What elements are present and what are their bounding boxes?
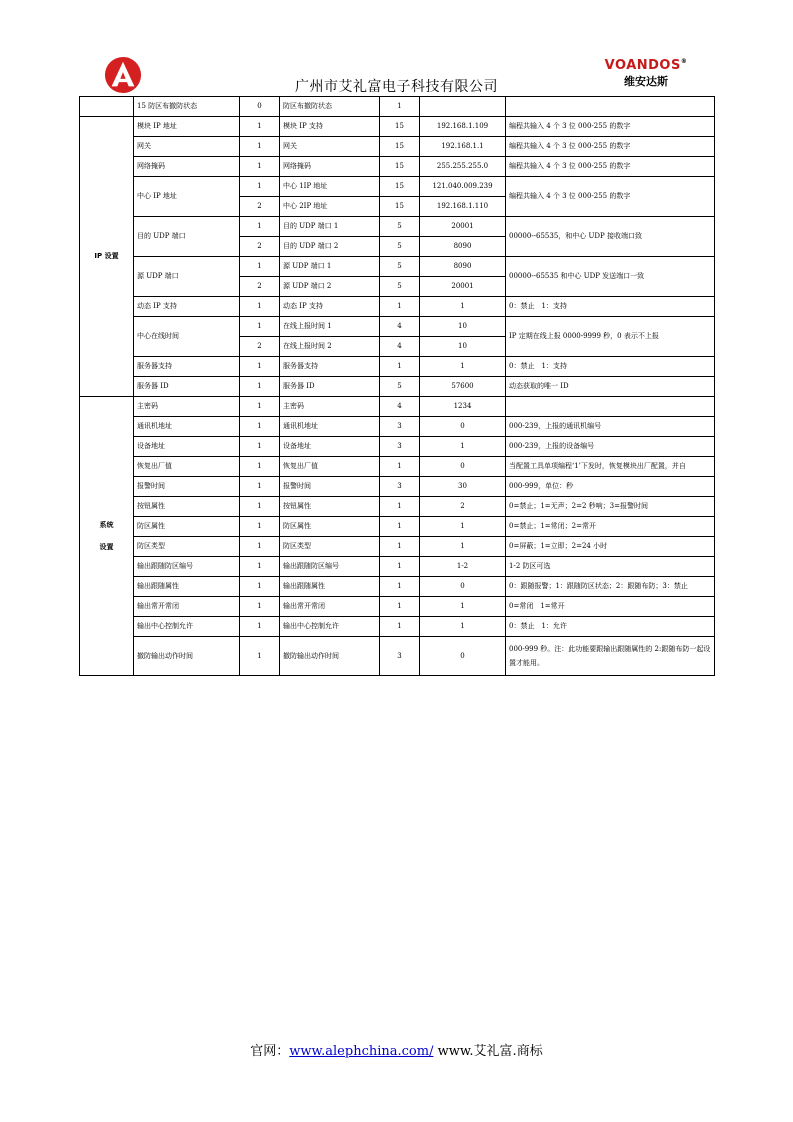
description-cell: 编程共输入 4 个 3 位 000-255 的数字 bbox=[506, 137, 715, 157]
table-row bbox=[80, 297, 715, 317]
table-row bbox=[80, 497, 715, 517]
value-cell: 1234 bbox=[420, 397, 506, 417]
value-cell: 2 bbox=[420, 497, 506, 517]
description-cell: 0=屏蔽；1=立即；2=24 小时 bbox=[506, 537, 715, 557]
length-cell: 1 bbox=[380, 357, 420, 377]
value-cell: 1 bbox=[420, 517, 506, 537]
description-cell: 当配置工具单项编程‘1’下发时，恢复模块出厂配置，并自 bbox=[506, 457, 715, 477]
group-label-cell bbox=[80, 397, 134, 676]
description-cell: 动态获取的唯一 ID bbox=[506, 377, 715, 397]
length-cell: 5 bbox=[380, 377, 420, 397]
value-cell: 8090 bbox=[420, 237, 506, 257]
value-cell: 1-2 bbox=[420, 557, 506, 577]
param-name-cell: 恢复出厂值 bbox=[134, 457, 240, 477]
table-row bbox=[80, 637, 715, 676]
config-label-cell: 目的 UDP 端口 2 bbox=[280, 237, 380, 257]
param-name-cell: 设备地址 bbox=[134, 437, 240, 457]
description-cell: 000-999 秒。注：此功能要跟输出跟随属性的 2:跟随布防一起设置才能用。 bbox=[506, 637, 715, 676]
param-name-cell: 服务器支持 bbox=[134, 357, 240, 377]
index-cell: 2 bbox=[240, 277, 280, 297]
value-cell: 121.040.009.239 bbox=[420, 177, 506, 197]
length-cell: 1 bbox=[380, 617, 420, 637]
config-label-cell: 源 UDP 端口 2 bbox=[280, 277, 380, 297]
table-row bbox=[80, 117, 715, 137]
value-cell: 20001 bbox=[420, 217, 506, 237]
param-name-cell: 输出常开常闭 bbox=[134, 597, 240, 617]
index-cell: 1 bbox=[240, 637, 280, 676]
length-cell: 15 bbox=[380, 117, 420, 137]
table-row bbox=[80, 477, 715, 497]
description-cell: 编程共输入 4 个 3 位 000-255 的数字 bbox=[506, 157, 715, 177]
description-cell: 1-2 防区可选 bbox=[506, 557, 715, 577]
index-cell: 0 bbox=[240, 97, 280, 117]
value-cell: 1 bbox=[420, 597, 506, 617]
index-cell: 2 bbox=[240, 337, 280, 357]
param-name-cell: 输出跟随属性 bbox=[134, 577, 240, 597]
description-cell bbox=[506, 97, 715, 117]
group-label: 系统 bbox=[99, 520, 114, 529]
length-cell: 5 bbox=[380, 217, 420, 237]
length-cell: 1 bbox=[380, 557, 420, 577]
config-label-cell: 恢复出厂值 bbox=[280, 457, 380, 477]
config-label-cell: 目的 UDP 端口 1 bbox=[280, 217, 380, 237]
param-name-cell: 防区类型 bbox=[134, 537, 240, 557]
index-cell: 1 bbox=[240, 377, 280, 397]
index-cell: 1 bbox=[240, 157, 280, 177]
length-cell: 5 bbox=[380, 237, 420, 257]
description-cell: 000-239，上报的设备编号 bbox=[506, 437, 715, 457]
index-cell: 1 bbox=[240, 577, 280, 597]
index-cell: 1 bbox=[240, 477, 280, 497]
index-cell: 1 bbox=[240, 497, 280, 517]
value-cell: 192.168.1.110 bbox=[420, 197, 506, 217]
param-name-cell: 主密码 bbox=[134, 397, 240, 417]
length-cell: 4 bbox=[380, 337, 420, 357]
index-cell: 2 bbox=[240, 237, 280, 257]
param-name-cell: 按钮属性 bbox=[134, 497, 240, 517]
length-cell: 1 bbox=[380, 597, 420, 617]
index-cell: 1 bbox=[240, 417, 280, 437]
config-label-cell: 防区布撤防状态 bbox=[280, 97, 380, 117]
param-name-cell: 通讯机地址 bbox=[134, 417, 240, 437]
length-cell: 3 bbox=[380, 637, 420, 676]
config-label-cell: 动态 IP 支持 bbox=[280, 297, 380, 317]
footer-prefix: 官网： bbox=[250, 1044, 290, 1059]
config-label-cell: 报警时间 bbox=[280, 477, 380, 497]
group-label-cell bbox=[80, 117, 134, 397]
length-cell: 15 bbox=[380, 197, 420, 217]
table-row bbox=[80, 397, 715, 417]
length-cell: 5 bbox=[380, 277, 420, 297]
table-row bbox=[80, 437, 715, 457]
group-cell bbox=[80, 97, 134, 117]
value-cell: 0 bbox=[420, 577, 506, 597]
index-cell: 1 bbox=[240, 217, 280, 237]
value-cell: 10 bbox=[420, 337, 506, 357]
index-cell: 1 bbox=[240, 317, 280, 337]
table-row bbox=[80, 457, 715, 477]
length-cell: 4 bbox=[380, 317, 420, 337]
index-cell: 1 bbox=[240, 177, 280, 197]
param-name-cell: 报警时间 bbox=[134, 477, 240, 497]
table-row bbox=[80, 357, 715, 377]
param-name-cell: 中心在线时间 bbox=[134, 317, 240, 357]
description-cell: 000-239，上报的通讯机编号 bbox=[506, 417, 715, 437]
param-name-cell: 15 防区布撤防状态 bbox=[134, 97, 240, 117]
description-cell: 0：禁止 1：支持 bbox=[506, 357, 715, 377]
table-row bbox=[80, 157, 715, 177]
table-row bbox=[80, 417, 715, 437]
group-label: 设置 bbox=[99, 543, 114, 551]
footer-suffix: www.艾礼富.商标 bbox=[433, 1044, 543, 1059]
table-row bbox=[80, 97, 715, 117]
index-cell: 1 bbox=[240, 257, 280, 277]
spec-table bbox=[79, 96, 715, 676]
table-row bbox=[80, 317, 715, 337]
config-label-cell: 输出跟随防区编号 bbox=[280, 557, 380, 577]
index-cell: 1 bbox=[240, 357, 280, 377]
config-label-cell: 输出中心控制允许 bbox=[280, 617, 380, 637]
length-cell: 1 bbox=[380, 457, 420, 477]
description-cell: 0：跟随报警；1：跟随防区状态；2：跟随布防；3：禁止 bbox=[506, 577, 715, 597]
company-name: 广州市艾礼富电子科技有限公司 bbox=[295, 79, 498, 95]
param-name-cell: 防区属性 bbox=[134, 517, 240, 537]
param-name-cell: 输出中心控制允许 bbox=[134, 617, 240, 637]
index-cell: 1 bbox=[240, 137, 280, 157]
length-cell: 1 bbox=[380, 537, 420, 557]
spec-table-body bbox=[80, 97, 715, 676]
length-cell: 1 bbox=[380, 577, 420, 597]
description-cell: 00000--65535 和中心 UDP 发送端口一致 bbox=[506, 257, 715, 297]
table-row bbox=[80, 137, 715, 157]
group-label: IP 设置 bbox=[94, 252, 119, 261]
table-row bbox=[80, 377, 715, 397]
value-cell: 1 bbox=[420, 437, 506, 457]
length-cell: 15 bbox=[380, 177, 420, 197]
length-cell: 1 bbox=[380, 497, 420, 517]
footer bbox=[0, 1040, 793, 1059]
param-name-cell: 模块 IP 地址 bbox=[134, 117, 240, 137]
index-cell: 1 bbox=[240, 557, 280, 577]
table-row bbox=[80, 537, 715, 557]
length-cell: 3 bbox=[380, 477, 420, 497]
description-cell bbox=[506, 397, 715, 417]
config-label-cell: 按钮属性 bbox=[280, 497, 380, 517]
param-name-cell: 撤防输出动作时间 bbox=[134, 637, 240, 676]
value-cell: 57600 bbox=[420, 377, 506, 397]
brand-name: VOANDOS bbox=[604, 58, 681, 73]
length-cell: 3 bbox=[380, 417, 420, 437]
description-cell: 0=禁止；1=无声；2=2 秒响；3=报警时间 bbox=[506, 497, 715, 517]
config-label-cell: 网关 bbox=[280, 137, 380, 157]
index-cell: 1 bbox=[240, 297, 280, 317]
config-label-cell: 防区属性 bbox=[280, 517, 380, 537]
length-cell: 3 bbox=[380, 437, 420, 457]
index-cell: 1 bbox=[240, 517, 280, 537]
index-cell: 1 bbox=[240, 397, 280, 417]
length-cell: 5 bbox=[380, 257, 420, 277]
param-name-cell: 源 UDP 端口 bbox=[134, 257, 240, 297]
param-name-cell: 动态 IP 支持 bbox=[134, 297, 240, 317]
description-cell: 00000--65535，和中心 UDP 接收端口致 bbox=[506, 217, 715, 257]
value-cell: 1 bbox=[420, 297, 506, 317]
description-cell: 0：禁止 1：支持 bbox=[506, 297, 715, 317]
value-cell: 30 bbox=[420, 477, 506, 497]
config-label-cell: 输出跟随属性 bbox=[280, 577, 380, 597]
config-label-cell: 在线上报时间 2 bbox=[280, 337, 380, 357]
table-row bbox=[80, 557, 715, 577]
table-row bbox=[80, 517, 715, 537]
config-label-cell: 在线上报时间 1 bbox=[280, 317, 380, 337]
length-cell: 15 bbox=[380, 137, 420, 157]
param-name-cell: 服务器 ID bbox=[134, 377, 240, 397]
registered-mark: ® bbox=[680, 58, 688, 65]
config-label-cell: 防区类型 bbox=[280, 537, 380, 557]
description-cell: 编程共输入 4 个 3 位 000-255 的数字 bbox=[506, 117, 715, 137]
description-cell: IP 定期在线上报 0000-9999 秒，0 表示不上报 bbox=[506, 317, 715, 357]
length-cell: 15 bbox=[380, 157, 420, 177]
param-name-cell: 目的 UDP 端口 bbox=[134, 217, 240, 257]
index-cell: 1 bbox=[240, 617, 280, 637]
index-cell: 1 bbox=[240, 117, 280, 137]
config-label-cell: 源 UDP 端口 1 bbox=[280, 257, 380, 277]
value-cell: 192.168.1.1 bbox=[420, 137, 506, 157]
table-row bbox=[80, 617, 715, 637]
brand-name-cn: 维安达斯 bbox=[624, 75, 668, 88]
table-row bbox=[80, 177, 715, 197]
website-link[interactable]: www.alephchina.com/ bbox=[289, 1044, 434, 1059]
config-label-cell: 服务器 ID bbox=[280, 377, 380, 397]
config-label-cell: 设备地址 bbox=[280, 437, 380, 457]
index-cell: 2 bbox=[240, 197, 280, 217]
value-cell: 1 bbox=[420, 537, 506, 557]
description-cell: 0=禁止；1=常闭；2=常开 bbox=[506, 517, 715, 537]
table-row bbox=[80, 217, 715, 237]
config-label-cell: 通讯机地址 bbox=[280, 417, 380, 437]
length-cell: 1 bbox=[380, 517, 420, 537]
description-cell: 0=常闭 1=常开 bbox=[506, 597, 715, 617]
brand-logo bbox=[596, 58, 696, 89]
index-cell: 1 bbox=[240, 597, 280, 617]
value-cell: 255.255.255.0 bbox=[420, 157, 506, 177]
param-name-cell: 输出跟随防区编号 bbox=[134, 557, 240, 577]
description-cell: 0：禁止 1：允许 bbox=[506, 617, 715, 637]
config-label-cell: 中心 1IP 地址 bbox=[280, 177, 380, 197]
index-cell: 1 bbox=[240, 537, 280, 557]
config-label-cell: 中心 2IP 地址 bbox=[280, 197, 380, 217]
config-label-cell: 输出常开常闭 bbox=[280, 597, 380, 617]
index-cell: 1 bbox=[240, 457, 280, 477]
description-cell: 编程共输入 4 个 3 位 000-255 的数字 bbox=[506, 177, 715, 217]
config-label-cell: 撤防输出动作时间 bbox=[280, 637, 380, 676]
value-cell bbox=[420, 97, 506, 117]
param-name-cell: 网关 bbox=[134, 137, 240, 157]
value-cell: 10 bbox=[420, 317, 506, 337]
description-cell: 000-999，单位：秒 bbox=[506, 477, 715, 497]
config-label-cell: 服务器支持 bbox=[280, 357, 380, 377]
value-cell: 1 bbox=[420, 617, 506, 637]
table-row bbox=[80, 577, 715, 597]
param-name-cell: 中心 IP 地址 bbox=[134, 177, 240, 217]
config-label-cell: 模块 IP 支持 bbox=[280, 117, 380, 137]
value-cell: 20001 bbox=[420, 277, 506, 297]
length-cell: 1 bbox=[380, 297, 420, 317]
value-cell: 8090 bbox=[420, 257, 506, 277]
param-name-cell: 网络掩码 bbox=[134, 157, 240, 177]
value-cell: 0 bbox=[420, 417, 506, 437]
value-cell: 0 bbox=[420, 637, 506, 676]
index-cell: 1 bbox=[240, 437, 280, 457]
table-row bbox=[80, 597, 715, 617]
config-label-cell: 网络掩码 bbox=[280, 157, 380, 177]
value-cell: 192.168.1.109 bbox=[420, 117, 506, 137]
length-cell: 4 bbox=[380, 397, 420, 417]
value-cell: 0 bbox=[420, 457, 506, 477]
config-label-cell: 主密码 bbox=[280, 397, 380, 417]
value-cell: 1 bbox=[420, 357, 506, 377]
table-row bbox=[80, 257, 715, 277]
length-cell: 1 bbox=[380, 97, 420, 117]
